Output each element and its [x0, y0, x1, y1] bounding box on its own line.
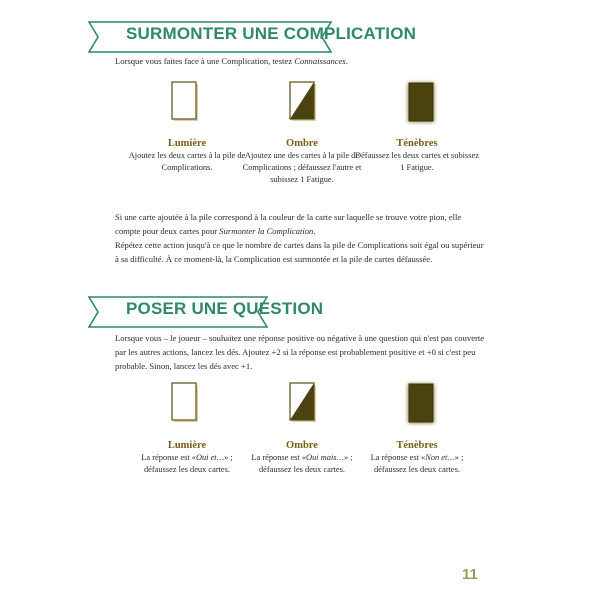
column-text: Ajoutez les deux cartes à la pile de Complications.	[128, 151, 246, 173]
column-light	[125, 138, 249, 174]
intro-complication: Lorsque vous faites face à une Complication, testez Connaissances.	[115, 56, 348, 66]
column-text: La réponse est «Non et…» ; défaussez les deux cartes.	[370, 453, 464, 475]
intro-question: Lorsque vous – le joueur – souhaitez une réponse positive ou négative à une question qui n'est pas couverte par les autres actions, lancez les dés. Ajoutez +2 si la réponse est probablement positive et +0 si c'est peu probable. Sinon, lancez les dés avec +1.	[115, 333, 485, 371]
light-card-icon	[171, 382, 195, 422]
column-title: Ombre	[286, 440, 318, 451]
rules-complication	[115, 210, 487, 266]
light-card-icon	[171, 81, 195, 121]
dark-card-icon	[404, 380, 428, 420]
column-title: Lumière	[167, 138, 207, 149]
column-title: Ombre	[286, 138, 318, 149]
page-number: 11	[462, 566, 478, 583]
column-title: Lumière	[167, 440, 207, 451]
section-title-question: POSER UNE QUESTION	[126, 299, 324, 318]
column-darkness	[355, 138, 479, 174]
column-light	[125, 440, 249, 476]
column-text: Défaussez les deux cartes et subissez 1 Fatigue.	[355, 151, 479, 173]
column-text: La réponse est «Oui et…» ; défaussez les deux cartes.	[141, 453, 233, 475]
column-title: Ténèbres	[396, 440, 438, 451]
rule-paragraph: Si une carte ajoutée à la pile correspond à la couleur de la carte sur laquelle se trouve votre pion, elle compte pour deux cartes pour Surmonter la Complication.	[115, 212, 462, 236]
rule-paragraph: Répétez cette action jusqu'à ce que le nombre de cartes dans la pile de Complications soit égal ou supérieur à sa difficulté. À ce moment-là, la Complication est surmontée et la pile de cartes défaussée.	[115, 240, 484, 264]
section-title-complication: SURMONTER UNE COMPLICATION	[126, 24, 417, 43]
column-shadow	[240, 138, 364, 187]
column-title: Ténèbres	[396, 138, 438, 149]
shadow-card-icon	[289, 81, 313, 121]
column-text: Ajoutez une des cartes à la pile de Complications ; défaussez l'autre et subissez 1 Fatigue.	[242, 151, 362, 185]
section-banner-complication	[88, 21, 417, 53]
column-darkness	[355, 440, 479, 476]
shadow-card-icon	[289, 382, 313, 422]
column-text: La réponse est «Oui mais…» ; défaussez les deux cartes.	[251, 453, 353, 475]
dark-card-icon	[404, 79, 428, 119]
column-shadow	[240, 440, 364, 476]
